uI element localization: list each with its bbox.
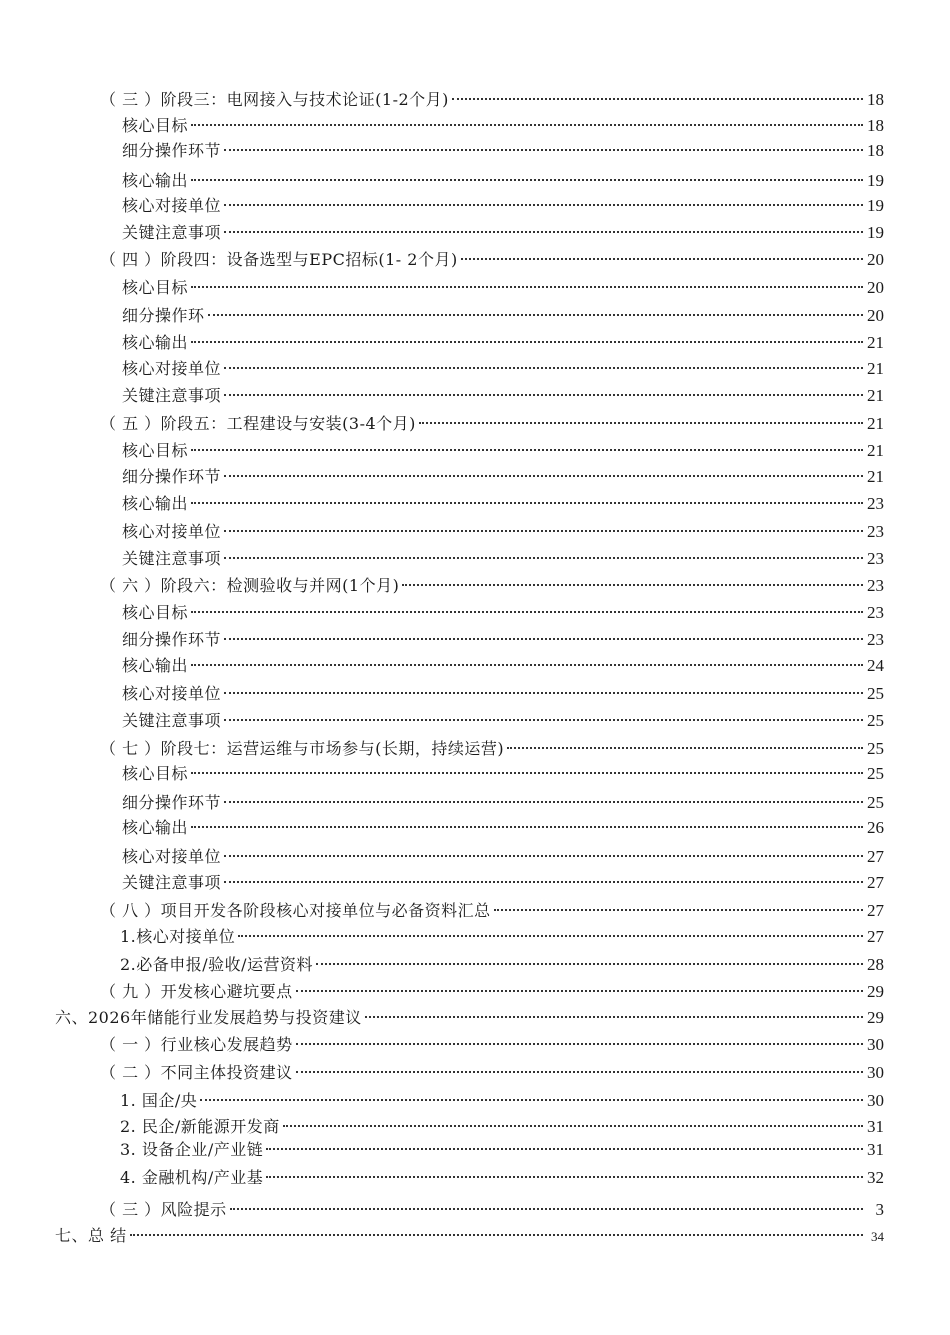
toc-entry-page-number: 23 — [867, 630, 884, 649]
toc-entry-title: 七、总 结 — [55, 1226, 127, 1245]
dot-leader — [296, 1028, 863, 1050]
dot-leader — [283, 1110, 863, 1132]
toc-entry-page-number: 27 — [867, 873, 884, 892]
toc-entry-title: 核心目标 — [122, 603, 189, 622]
toc-entry[interactable] — [122, 677, 884, 703]
dot-leader — [191, 434, 863, 456]
toc-entry-page-number: 29 — [867, 1008, 884, 1027]
dot-leader — [316, 948, 863, 970]
toc-entry[interactable] — [122, 189, 884, 215]
dot-leader — [130, 1219, 863, 1241]
toc-entry[interactable] — [100, 1028, 884, 1054]
toc-entry-page-number: 28 — [867, 955, 884, 974]
toc-entry-page-number: 21 — [867, 414, 884, 433]
toc-entry[interactable] — [122, 109, 884, 135]
dot-leader — [191, 596, 863, 618]
toc-entry[interactable] — [122, 786, 884, 812]
toc-entry-page-number: 21 — [867, 333, 884, 352]
toc-entry-title: 关键注意事项 — [122, 873, 222, 892]
toc-entry[interactable] — [122, 811, 884, 837]
toc-entry-title: 核心对接单位 — [122, 196, 222, 215]
toc-entry[interactable] — [122, 434, 884, 460]
toc-entry-title: （ 一 ）行业核心发展趋势 — [100, 1035, 293, 1054]
dot-leader — [365, 1001, 863, 1023]
dot-leader — [224, 460, 863, 482]
toc-entry-page-number: 23 — [867, 603, 884, 622]
toc-entry-title: 关键注意事项 — [122, 386, 222, 405]
toc-entry-page-number: 24 — [867, 656, 884, 675]
toc-entry[interactable] — [55, 1219, 884, 1245]
toc-entry-title: 细分操作环节 — [122, 467, 222, 486]
dot-leader — [224, 379, 863, 401]
toc-entry[interactable] — [122, 299, 884, 325]
toc-entry-page-number: 19 — [867, 196, 884, 215]
toc-entry[interactable] — [122, 757, 884, 783]
toc-entry-page-number: 20 — [867, 250, 884, 269]
toc-entry[interactable] — [100, 894, 884, 920]
toc-entry-title: （ 四 ）阶段四：设备选型与EPC招标(1- 2个月) — [100, 250, 458, 269]
toc-entry-title: 关键注意事项 — [122, 223, 222, 242]
toc-entry-page-number: 27 — [867, 847, 884, 866]
toc-entry-title: （ 五 ）阶段五：工程建设与安装(3-4个月) — [100, 414, 416, 433]
dot-leader — [224, 866, 863, 888]
toc-entry[interactable] — [55, 1001, 884, 1027]
toc-entry-page-number: 18 — [867, 116, 884, 135]
toc-entry-page-number: 29 — [867, 982, 884, 1001]
toc-entry-page-number: 27 — [867, 927, 884, 946]
toc-entry-page-number: 30 — [867, 1091, 884, 1110]
dot-leader — [224, 216, 863, 238]
toc-entry[interactable] — [122, 460, 884, 486]
dot-leader — [224, 189, 863, 211]
toc-entry[interactable] — [100, 1056, 884, 1082]
dot-leader — [191, 757, 863, 779]
toc-entry-title: 2.必备申报/验收/运营资料 — [120, 955, 314, 974]
toc-entry-page-number: 27 — [867, 901, 884, 920]
toc-entry-title: 核心输出 — [122, 494, 189, 513]
dot-leader — [208, 299, 863, 321]
toc-entry-title: （ 二 ）不同主体投资建议 — [100, 1063, 293, 1082]
toc-entry-page-number: 31 — [867, 1140, 884, 1159]
toc-entry[interactable] — [120, 1084, 884, 1110]
toc-entry[interactable] — [122, 134, 884, 160]
dot-leader — [224, 134, 863, 156]
toc-entry-title: 1.核心对接单位 — [120, 927, 236, 946]
toc-entry-title: 核心输出 — [122, 656, 189, 675]
toc-entry-title: （ 三 ）风险提示 — [100, 1200, 227, 1219]
toc-entry-page-number: 25 — [867, 739, 884, 758]
toc-entry-page-number: 25 — [867, 764, 884, 783]
toc-entry[interactable] — [122, 352, 884, 378]
dot-leader — [191, 164, 863, 186]
toc-entry-title: （ 六 ）阶段六：检测验收与并网(1个月) — [100, 576, 400, 595]
dot-leader — [200, 1084, 863, 1106]
dot-leader — [266, 1133, 863, 1155]
toc-entry-title: 4. 金融机构/产业基 — [120, 1168, 264, 1187]
toc-entry[interactable] — [120, 1133, 884, 1159]
toc-entry-title: 核心对接单位 — [122, 847, 222, 866]
toc-entry-page-number: 23 — [867, 494, 884, 513]
toc-entry-page-number: 21 — [867, 359, 884, 378]
toc-entry[interactable] — [122, 216, 884, 242]
toc-entry[interactable] — [100, 569, 884, 595]
toc-entry-title: 核心目标 — [122, 441, 189, 460]
dot-leader — [224, 542, 863, 564]
toc-entry[interactable] — [122, 271, 884, 297]
dot-leader — [224, 677, 863, 699]
toc-entry-title: 六、2026年储能行业发展趋势与投资建议 — [55, 1008, 362, 1027]
toc-entry-page-number: 25 — [867, 684, 884, 703]
toc-entry-page-number: 23 — [867, 576, 884, 595]
toc-entry-page-number: 31 — [867, 1117, 884, 1136]
toc-entry[interactable] — [122, 840, 884, 866]
toc-entry-title: 核心对接单位 — [122, 522, 222, 541]
toc-entry-title: 1. 国企/央 — [120, 1091, 198, 1110]
toc-entry-title: 关键注意事项 — [122, 549, 222, 568]
dot-leader — [191, 811, 863, 833]
toc-entry-title: 核心目标 — [122, 116, 189, 135]
toc-entry-title: （ 九 ）开发核心避坑要点 — [100, 982, 293, 1001]
toc-entry-page-number: 26 — [867, 818, 884, 837]
toc-entry-title: 3. 设备企业/产业链 — [120, 1140, 264, 1159]
dot-leader — [224, 623, 863, 645]
toc-entry-page-number: 21 — [867, 441, 884, 460]
dot-leader — [191, 487, 863, 509]
toc-entry-page-number: 19 — [867, 171, 884, 190]
toc-entry-page-number: 32 — [867, 1168, 884, 1187]
toc-entry[interactable] — [120, 948, 884, 974]
toc-entry[interactable] — [122, 487, 884, 513]
toc-entry-page-number: 30 — [867, 1063, 884, 1082]
dot-leader — [191, 109, 863, 131]
dot-leader — [224, 786, 863, 808]
toc-entry-page-number: 30 — [867, 1035, 884, 1054]
toc-entry[interactable] — [122, 164, 884, 190]
toc-entry[interactable] — [120, 920, 884, 946]
toc-entry[interactable] — [122, 326, 884, 352]
dot-leader — [238, 920, 863, 942]
toc-entry[interactable] — [122, 379, 884, 405]
dot-leader — [452, 83, 863, 105]
toc-entry-title: （ 三 ）阶段三：电网接入与技术论证(1-2个月) — [100, 90, 449, 109]
dot-leader — [419, 407, 863, 429]
toc-entry[interactable] — [122, 704, 884, 730]
dot-leader — [402, 569, 863, 591]
dot-leader — [266, 1161, 863, 1183]
toc-entry-title: 细分操作环节 — [122, 793, 222, 812]
toc-entry[interactable] — [120, 1161, 884, 1187]
toc-entry-page-number: 20 — [867, 306, 884, 325]
toc-entry[interactable] — [122, 623, 884, 649]
dot-leader — [224, 515, 863, 537]
toc-entry-title: （ 八 ）项目开发各阶段核心对接单位与必备资料汇总 — [100, 901, 491, 920]
toc-entry-page-number: 25 — [867, 793, 884, 812]
toc-entry-page-number: 20 — [867, 278, 884, 297]
dot-leader — [224, 840, 863, 862]
toc-entry-title: 核心对接单位 — [122, 684, 222, 703]
toc-entry-title: 核心输出 — [122, 818, 189, 837]
toc-entry-title: 核心对接单位 — [122, 359, 222, 378]
toc-entry-title: 细分操作环 — [122, 306, 205, 325]
dot-leader — [191, 649, 863, 671]
toc-entry[interactable] — [100, 1193, 884, 1219]
toc-entry-title: 细分操作环节 — [122, 630, 222, 649]
toc-entry-page-number: 3 — [875, 1200, 884, 1219]
toc-entry-page-number: 18 — [867, 141, 884, 160]
toc-entry[interactable] — [122, 866, 884, 892]
toc-entry[interactable] — [122, 515, 884, 541]
dot-leader — [224, 352, 863, 374]
dot-leader — [191, 271, 863, 293]
toc-entry-title: 核心目标 — [122, 278, 189, 297]
toc-entry-title: 细分操作环节 — [122, 141, 222, 160]
toc-entry[interactable] — [100, 407, 884, 433]
toc-entry-page-number: 23 — [867, 549, 884, 568]
toc-entry-page-number: 21 — [867, 467, 884, 486]
toc-entry[interactable] — [100, 83, 884, 109]
toc-entry-title: （ 七 ）阶段七：运营运维与市场参与(长期，持续运营) — [100, 739, 505, 758]
dot-leader — [494, 894, 863, 916]
toc-entry-title: 核心目标 — [122, 764, 189, 783]
toc-entry-title: 核心输出 — [122, 333, 189, 352]
toc-entry-title: 核心输出 — [122, 171, 189, 190]
dot-leader — [296, 1056, 863, 1078]
toc-entry-page-number: 21 — [867, 386, 884, 405]
toc-entry-title: 2. 民企/新能源开发商 — [120, 1117, 280, 1136]
toc-entry[interactable] — [122, 649, 884, 675]
toc-entry-page-number: 25 — [867, 711, 884, 730]
dot-leader — [507, 732, 863, 754]
dot-leader — [296, 975, 863, 997]
toc-entry-page-number: 18 — [867, 90, 884, 109]
toc-entry[interactable] — [100, 975, 884, 1001]
toc-entry[interactable] — [122, 596, 884, 622]
toc-entry-page-number: 19 — [867, 223, 884, 242]
dot-leader — [461, 243, 863, 265]
dot-leader — [230, 1193, 863, 1215]
toc-entry[interactable] — [122, 542, 884, 568]
toc-entry[interactable] — [100, 243, 884, 269]
dot-leader — [191, 326, 863, 348]
dot-leader — [224, 704, 863, 726]
toc-entry-title: 关键注意事项 — [122, 711, 222, 730]
toc-entry-page-number: 34 — [871, 1229, 884, 1244]
toc-entry-page-number: 23 — [867, 522, 884, 541]
toc-entry[interactable] — [100, 732, 884, 758]
toc-entry[interactable] — [120, 1110, 884, 1136]
